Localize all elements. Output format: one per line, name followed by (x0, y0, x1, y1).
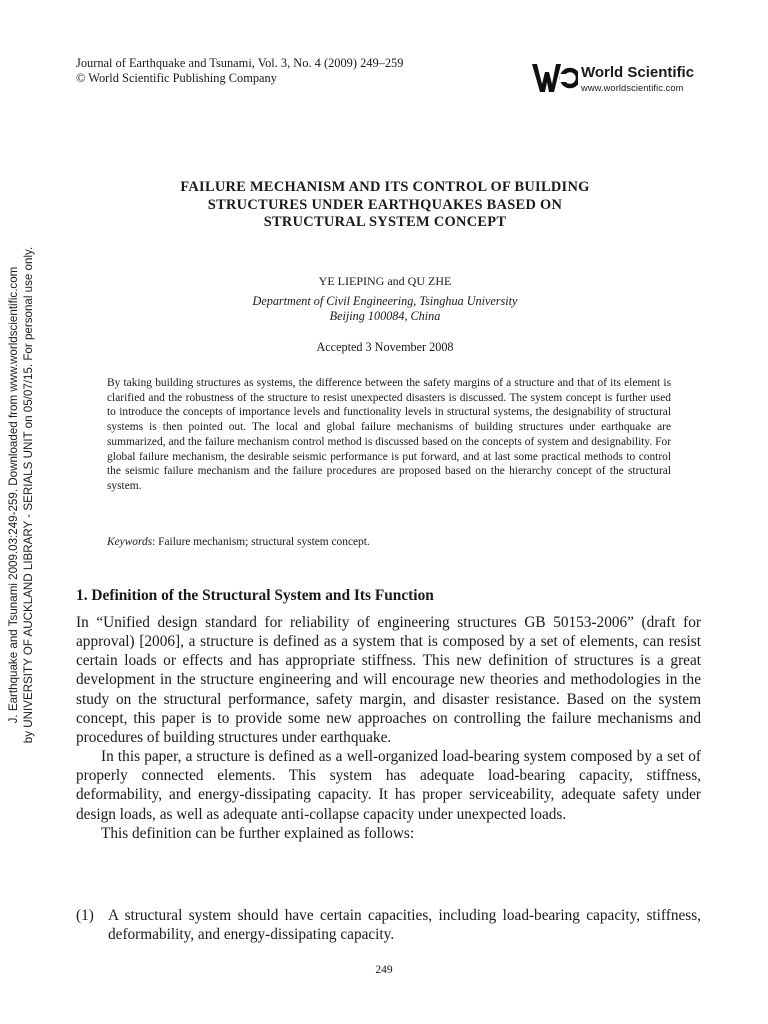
keywords-label: Keywords (107, 536, 153, 548)
keywords-text: : Failure mechanism; structural system concept. (152, 536, 370, 548)
article-title (60, 179, 710, 232)
paragraph-1: In “Unified design standard for reliability of engineering structures GB 50153-2006” (draft for approval) [2006], a structure is defined as a system that is composed by a set of elements, can resist certain loads or effects and has appropriate stiffness. This new definition of structures is a great development in the structure engineering and will encourage new theories and methodologies in the study on the structural performance, safety margin, and disaster resistance. Based on the system concept, this paper is to provide some new approaches on controlling the failure mechanisms and procedures of building structures under earthquake. (76, 614, 701, 746)
title-line-1: FAILURE MECHANISM AND ITS CONTROL OF BUILDING (180, 179, 590, 195)
list-item-text: A structural system should have certain capacities, including load-bearing capacity, stiffness, deformability, and energy-dissipating capacity. (108, 907, 701, 944)
affiliation-line-2: Beijing 100084, China (329, 308, 441, 323)
section-heading: 1. Definition of the Structural System and Its Function (76, 587, 434, 604)
authors: YE LIEPING and QU ZHE (318, 274, 452, 288)
affiliation-line-1: Department of Civil Engineering, Tsinghua University (252, 294, 518, 308)
publisher-name: World Scientific (581, 64, 695, 81)
title-line-2: STRUCTURES UNDER EARTHQUAKES BASED ON (207, 196, 563, 213)
download-watermark (6, 245, 36, 745)
paragraph-3: This definition can be further explained as follows: (101, 824, 415, 842)
watermark-line-2: by UNIVERSITY OF AUCKLAND LIBRARY - SERIALS UNIT on 05/07/15. For personal use only. (22, 246, 35, 744)
page-number: 249 (375, 964, 393, 976)
list-item-number: (1) (76, 907, 94, 924)
title-line-3: STRUCTURAL SYSTEM CONCEPT (263, 214, 507, 230)
affiliation (60, 294, 710, 323)
list-item (76, 906, 701, 944)
abstract: By taking building structures as systems, the difference between the safety margins of a structure and that of its element is clarified and the robustness of the structure to resist unexpected disasters is discussed. The system concept is further used to introduce the concepts of importance levels and functionality levels in structural systems, the designability of structural systems is then pointed out. The local and global failure mechanisms of building structures under earthquake are summarized, and the failure mechanism control method is discussed based on the concepts of system and designability. For global failure mechanism, the desirable seismic performance is put forward, and at last some practical methods to control the seismic failure mechanism and the failure procedures are proposed based on the hierarchy concept of the structural system. (107, 377, 671, 492)
watermark-line-1: J. Earthquake and Tsunami 2009.03:249-259. Downloaded from www.worldscientific.com (7, 266, 20, 724)
world-scientific-logo-mark (530, 60, 578, 96)
section-body (76, 613, 701, 843)
journal-line: Journal of Earthquake and Tsunami, Vol. 3, No. 4 (2009) 249–259 (76, 56, 404, 70)
publisher-logo (530, 58, 705, 98)
copyright-line: © World Scientific Publishing Company (76, 71, 277, 85)
accepted-date: Accepted 3 November 2008 (316, 340, 454, 354)
publisher-url: www.worldscientific.com (581, 83, 684, 93)
journal-citation (76, 56, 403, 86)
keywords (107, 536, 671, 548)
paragraph-2: In this paper, a structure is defined as a well-organized load-bearing system composed by a set of properly connected elements. This system has adequate load-bearing capacity, stiffness, deformability, and energy-dissipating capacity. It has proper serviceability, adequate safety under design loads, as well as adequate anti-collapse capacity under unexpected loads. (76, 748, 701, 823)
